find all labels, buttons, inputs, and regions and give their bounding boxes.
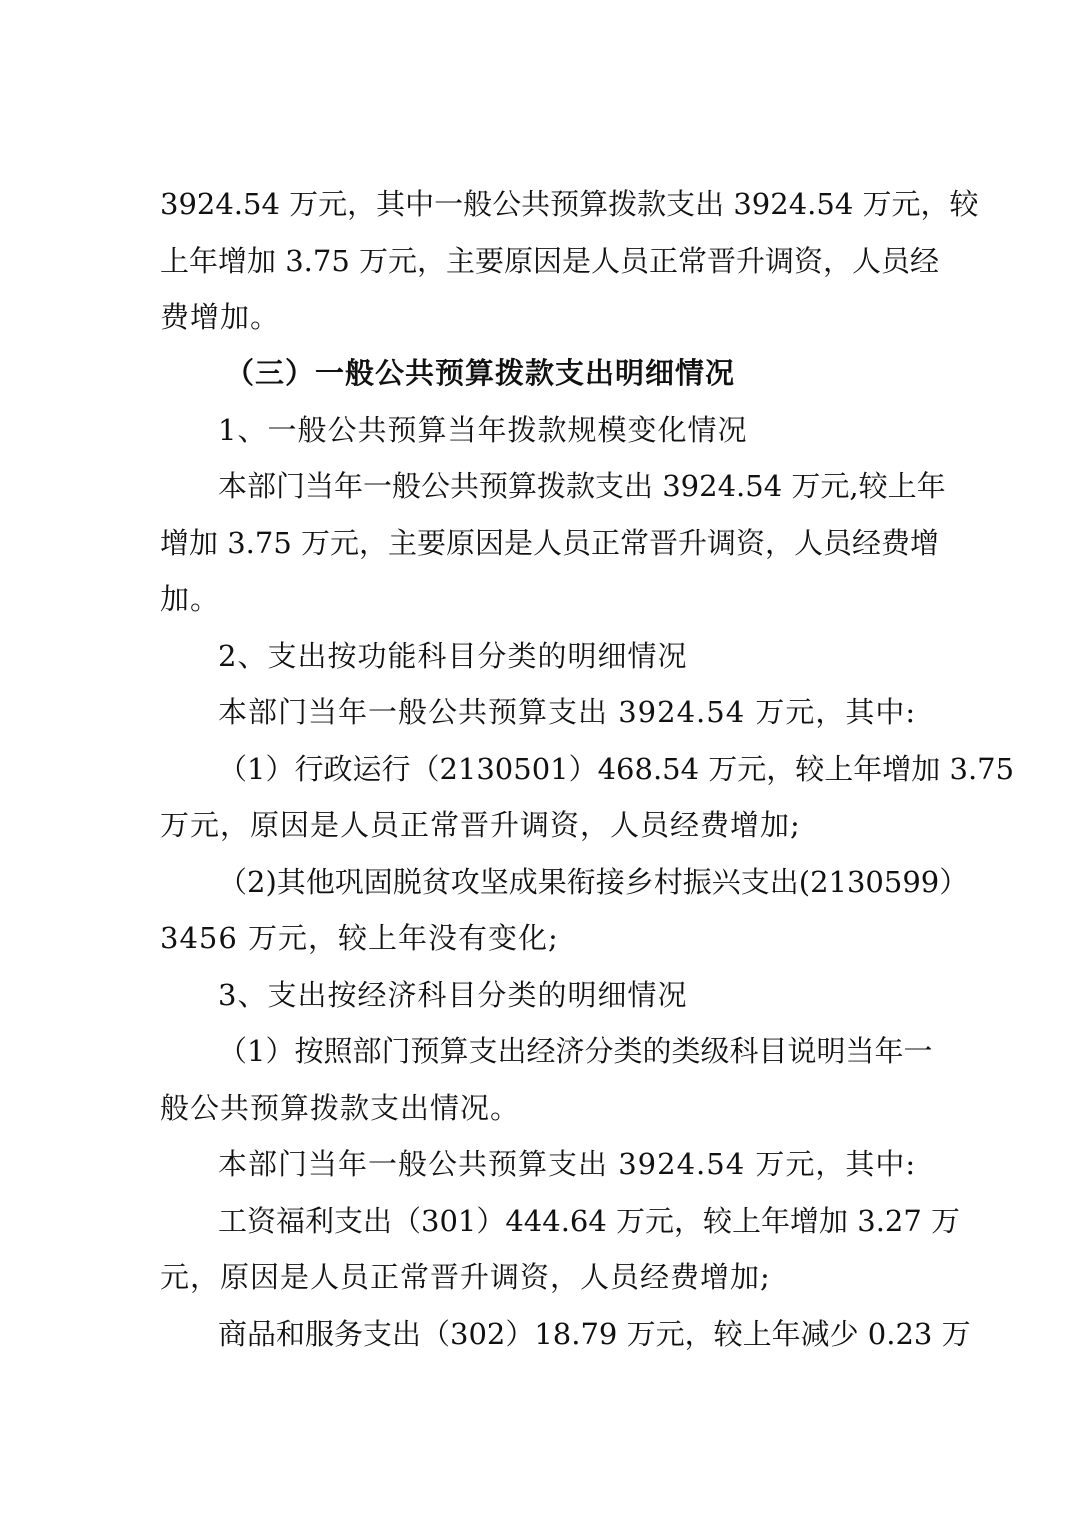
paragraph-line: 本部门当年一般公共预算拨款支出 3924.54 万元,较上年 (218, 469, 946, 503)
paragraph-line: 加。 (160, 582, 221, 616)
paragraph-line: 工资福利支出（301）444.64 万元，较上年增加 3.27 万 (218, 1204, 961, 1238)
paragraph-line: 般公共预算拨款支出情况。 (160, 1091, 521, 1125)
subsection-heading: 1、一般公共预算当年拨款规模变化情况 (218, 413, 748, 447)
paragraph-line: （1）行政运行（2130501）468.54 万元，较上年增加 3.75 (218, 752, 1015, 786)
paragraph-line: 费增加。 (160, 300, 281, 334)
paragraph-line: 增加 3.75 万元，主要原因是人员正常晋升调资，人员经费增 (160, 526, 940, 560)
paragraph-line: 商品和服务支出（302）18.79 万元，较上年减少 0.23 万 (218, 1317, 971, 1351)
paragraph-line: 3456 万元，较上年没有变化; (160, 921, 559, 955)
paragraph-line: （1）按照部门预算支出经济分类的类级科目说明当年一 (218, 1034, 933, 1068)
paragraph-line: 元，原因是人员正常晋升调资，人员经费增加; (160, 1260, 771, 1294)
paragraph-line: 本部门当年一般公共预算支出 3924.54 万元，其中: (218, 695, 917, 729)
subsection-heading: 2、支出按功能科目分类的明细情况 (218, 639, 688, 673)
paragraph-line: 本部门当年一般公共预算支出 3924.54 万元，其中: (218, 1147, 917, 1181)
paragraph-line: 上年增加 3.75 万元，主要原因是人员正常晋升调资，人员经 (160, 244, 940, 278)
section-heading: （三）一般公共预算拨款支出明细情况 (225, 356, 736, 390)
paragraph-line: 3924.54 万元，其中一般公共预算拨款支出 3924.54 万元，较 (160, 187, 979, 221)
paragraph-line: 万元，原因是人员正常晋升调资，人员经费增加; (160, 808, 801, 842)
subsection-heading: 3、支出按经济科目分类的明细情况 (218, 978, 688, 1012)
paragraph-line: （2)其他巩固脱贫攻坚成果衔接乡村振兴支出(2130599） (218, 865, 969, 899)
